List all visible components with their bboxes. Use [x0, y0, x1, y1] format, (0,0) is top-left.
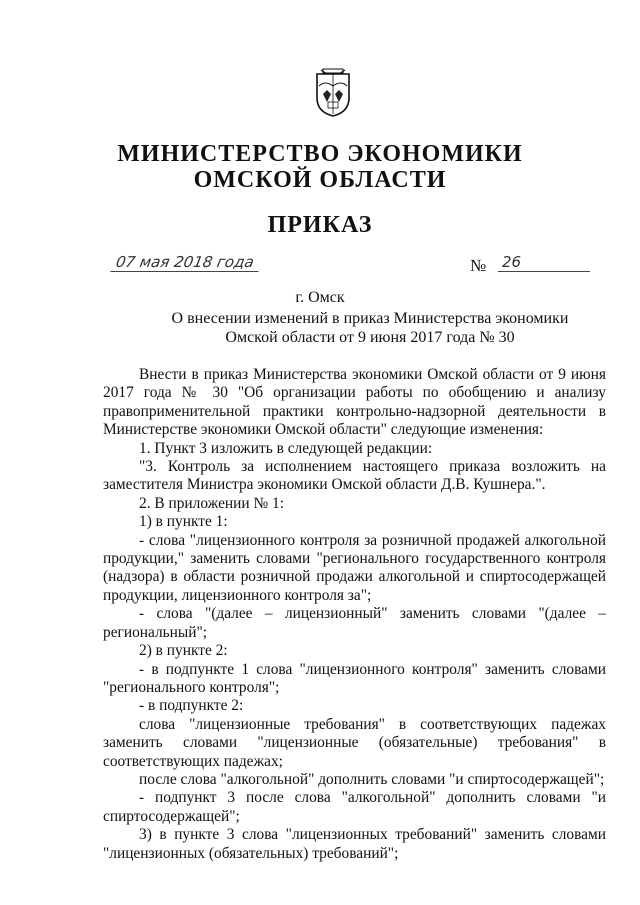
body-paragraph: - в подпункте 1 слова "лицензионного контроля" заменить словами "регионального контроля";: [103, 660, 606, 696]
body-paragraph: 1. Пункт 3 изложить в следующей редакции:: [139, 439, 433, 457]
number-label: №: [470, 256, 487, 275]
body-paragraph: 3) в пункте 3 слова "лицензионных требований" заменить словами "лицензионных (обязательных) требований";: [103, 826, 606, 862]
body-paragraph: 2) в пункте 2:: [139, 642, 228, 660]
body-paragraph: - подпункт 3 после слова "алкогольной" дополнить словами "и спиртосодержащей";: [103, 789, 606, 825]
document-body: [103, 366, 606, 863]
body-paragraph: после слова "алкогольной" дополнить словами "и спиртосодержащей";: [139, 770, 605, 788]
document-number: 26: [498, 253, 590, 272]
omsk-coat-of-arms-icon: [313, 68, 353, 118]
body-paragraph: 1) в пункте 1:: [139, 513, 228, 531]
document-date: 07 мая 2018 года: [110, 253, 261, 272]
subject-line1: О внесении изменений в приказ Министерства экономики: [171, 310, 569, 327]
body-paragraph: "3. Контроль за исполнением настоящего приказа возложить на заместителя Министра экономики Омской области Д.В. Кушнера.".: [103, 458, 606, 494]
document-type: ПРИКАЗ: [267, 212, 373, 238]
city: г. Омск: [295, 289, 345, 306]
body-paragraph: - слова "(далее – лицензионный" заменить словами "(далее – региональный";: [103, 605, 606, 641]
body-paragraph: слова "лицензионные требования" в соответствующих падежах заменить словами "лицензионные (обязательные) требования" в соответствующих падежах;: [103, 715, 606, 770]
document-subject: [170, 309, 570, 347]
body-paragraph: - слова "лицензионного контроля за розничной продажей алкогольной продукции," заменить словами "регионального государственного контроля (надзора) в области розничной продажи алкогольной и спиртосодержащей продукции, лицензионного контроля за";: [103, 531, 606, 604]
subject-line2: Омской области от 9 июня 2017 года № 30: [225, 329, 515, 346]
ministry-name-line2: ОМСКОЙ ОБЛАСТИ: [193, 167, 447, 193]
ministry-name-line1: МИНИСТЕРСТВО ЭКОНОМИКИ: [117, 141, 523, 167]
body-paragraph: Внести в приказ Министерства экономики Омской области от 9 июня 2017 года № 30 "Об организации работы по обобщению и анализу правоприменительной практики контрольно-надзорной деятельности в Министерстве экономики Омской области" следующие изменения:: [103, 366, 606, 439]
body-paragraph: 2. В приложении № 1:: [139, 494, 284, 512]
body-paragraph: - в подпункте 2:: [139, 697, 244, 715]
